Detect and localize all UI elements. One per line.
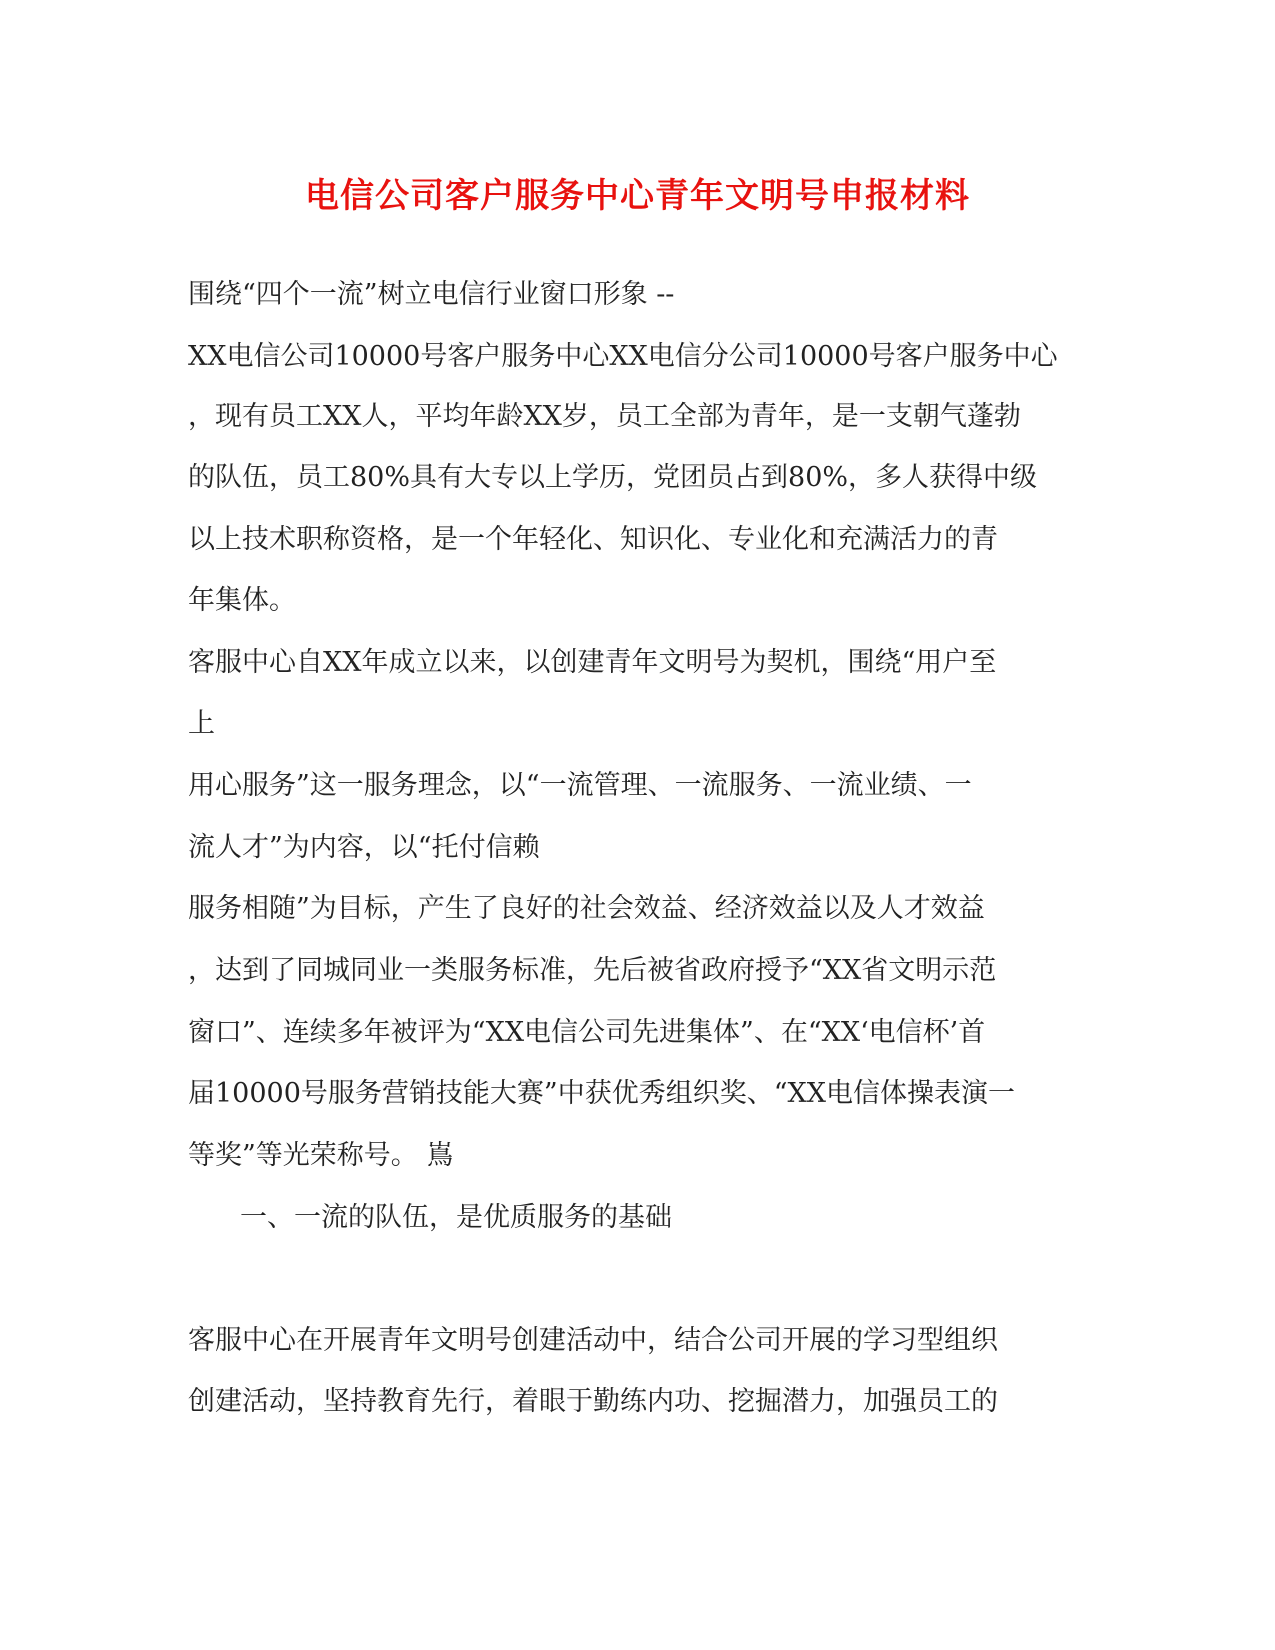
section-heading: 一、一流的队伍，是优质服务的基础 [240, 1202, 672, 1233]
text-line: 服务相随”为目标，产生了良好的社会效益、经济效益以及人才效益 [188, 893, 985, 924]
text-line: 窗口”、连续多年被评为“XX电信公司先进集体”、在“XX‘电信杯’首 [188, 1017, 986, 1048]
text-line: 等奖”等光荣称号。 嶌 [188, 1140, 454, 1171]
text-line: 流人才”为内容，以“托付信赖 [188, 832, 540, 863]
text-line: 围绕“四个一流”树立电信行业窗口形象 -- [188, 279, 675, 310]
document-title: 电信公司客户服务中心青年文明号申报材料 [305, 176, 970, 216]
text-line: 届10000号服务营销技能大赛”中获优秀组织奖、“XX电信体操表演一 [188, 1078, 1015, 1109]
text-line: 年集体。 [188, 585, 296, 616]
text-line: 上 [188, 708, 215, 739]
text-line: 的队伍，员工80%具有大专以上学历，党团员占到80%，多人获得中级 [188, 462, 1038, 493]
text-line: 以上技术职称资格，是一个年轻化、知识化、专业化和充满活力的青 [188, 524, 998, 555]
text-line: ，达到了同城同业一类服务标准，先后被省政府授予“XX省文明示范 [188, 955, 997, 986]
text-line: XX电信公司10000号客户服务中心XX电信分公司10000号客户服务中心 [188, 341, 1058, 372]
text-line: 客服中心在开展青年文明号创建活动中，结合公司开展的学习型组织 [188, 1325, 998, 1356]
text-line: 创建活动，坚持教育先行，着眼于勤练内功、挖掘潜力，加强员工的 [188, 1386, 998, 1417]
text-line: 用心服务”这一服务理念，以“一流管理、一流服务、一流业绩、一 [188, 770, 972, 801]
text-line: ，现有员工XX人，平均年龄XX岁，员工全部为青年，是一支朝气蓬勃 [188, 401, 1021, 432]
text-line: 客服中心自XX年成立以来，以创建青年文明号为契机，围绕“用户至 [188, 647, 997, 678]
